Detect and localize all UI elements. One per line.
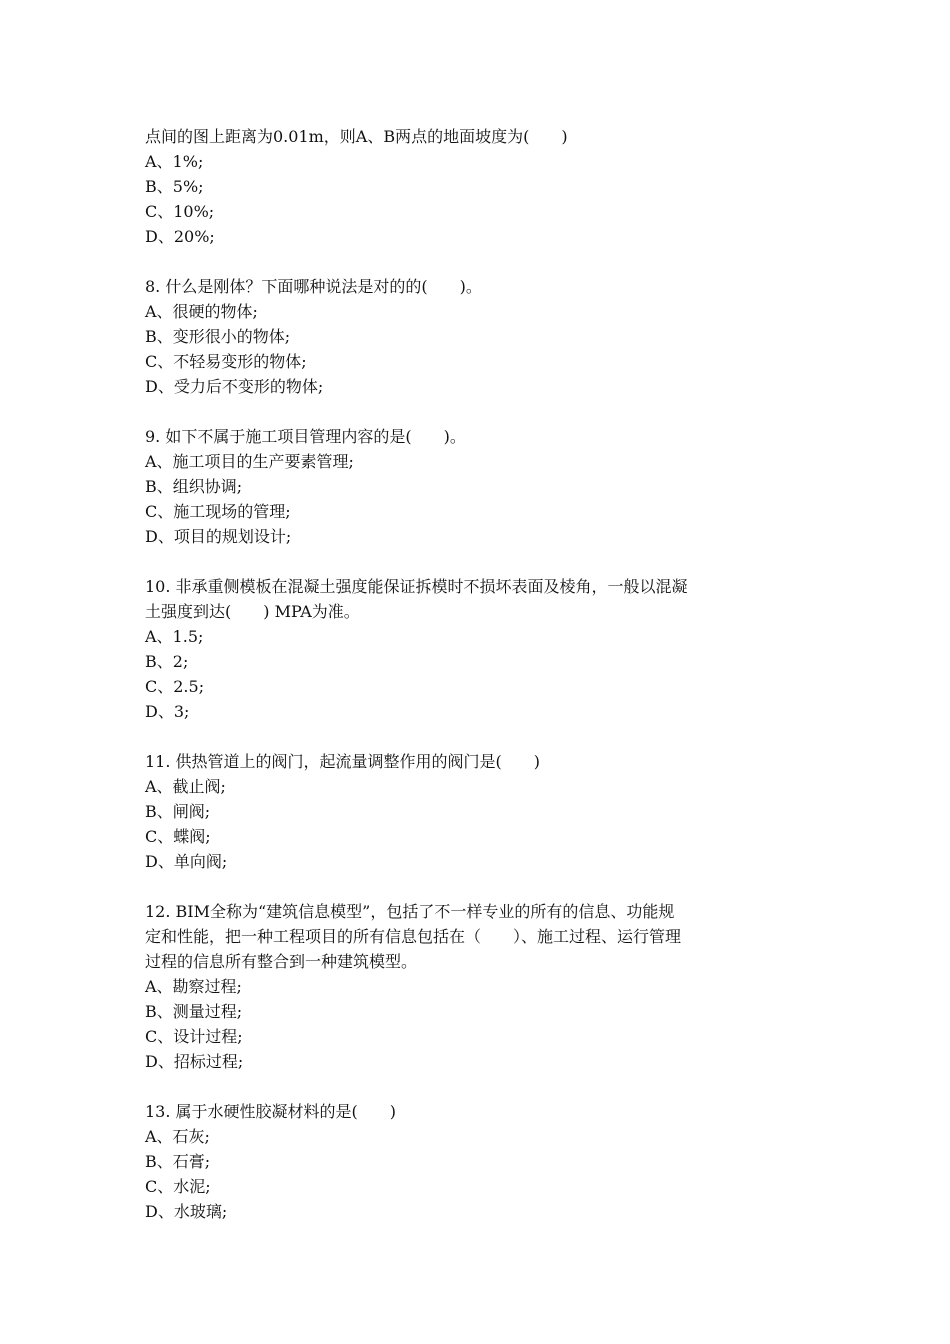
text-line: B、石膏; <box>145 1152 211 1171</box>
question-10-stem: 10. 非承重侧模板在混凝土强度能保证拆模时不损坏表面及棱角，一般以混凝 <box>145 577 688 596</box>
text-line: 定和性能，把一种工程项目的所有信息包括在（ ）、施工过程、运行管理 <box>145 927 682 946</box>
text-line: A、勘察过程; <box>145 977 242 996</box>
text-line: A、石灰; <box>145 1127 210 1146</box>
text-line: C、设计过程; <box>145 1027 243 1046</box>
text-line: A、1%; <box>145 152 204 171</box>
text-line: B、闸阀; <box>145 802 211 821</box>
text-line: D、项目的规划设计; <box>145 527 292 546</box>
text-line: D、招标过程; <box>145 1052 244 1071</box>
text-line: D、3; <box>145 702 190 721</box>
paragraph-gap <box>145 1074 805 1099</box>
text-line: B、5%; <box>145 177 204 196</box>
paragraph-gap <box>145 249 805 274</box>
text-line: A、1.5; <box>145 627 204 646</box>
text-line: A、截止阀; <box>145 777 226 796</box>
question-9-stem: 9. 如下不属于施工项目管理内容的是( )。 <box>145 427 466 446</box>
paragraph-gap <box>145 549 805 574</box>
text-line: B、2; <box>145 652 189 671</box>
text-line: C、不轻易变形的物体; <box>145 352 307 371</box>
paragraph-gap <box>145 874 805 899</box>
text-line: D、水玻璃; <box>145 1202 228 1221</box>
question-13-stem: 13. 属于水硬性胶凝材料的是( ) <box>145 1102 397 1121</box>
document-page <box>145 124 805 1224</box>
text-line: C、2.5; <box>145 677 205 696</box>
text-line: C、蝶阀; <box>145 827 211 846</box>
question-11-stem: 11. 供热管道上的阀门，起流量调整作用的阀门是( ) <box>145 752 541 771</box>
text-line: D、单向阀; <box>145 852 228 871</box>
paragraph-gap <box>145 399 805 424</box>
text-line: B、测量过程; <box>145 1002 243 1021</box>
text-line: D、受力后不变形的物体; <box>145 377 324 396</box>
text-line: D、20%; <box>145 227 215 246</box>
text-line: 过程的信息所有整合到一种建筑模型。 <box>145 952 418 971</box>
text-line: B、组织协调; <box>145 477 243 496</box>
text-line: A、很硬的物体; <box>145 302 258 321</box>
text-line: B、变形很小的物体; <box>145 327 291 346</box>
question-8-stem: 8. 什么是刚体？下面哪种说法是对的的( )。 <box>145 277 482 296</box>
text-line: C、水泥; <box>145 1177 211 1196</box>
question-12-stem: 12. BIM全称为“建筑信息模型”，包括了不一样专业的所有的信息、功能规 <box>145 902 675 921</box>
text-line: A、施工项目的生产要素管理; <box>145 452 354 471</box>
text-line: C、10%; <box>145 202 215 221</box>
text-line: C、施工现场的管理; <box>145 502 291 521</box>
text-line: 土强度到达( ) MPA为准。 <box>145 602 360 621</box>
text-line: 点间的图上距离为0.01m，则A、B两点的地面坡度为( ) <box>145 127 568 146</box>
paragraph-gap <box>145 724 805 749</box>
